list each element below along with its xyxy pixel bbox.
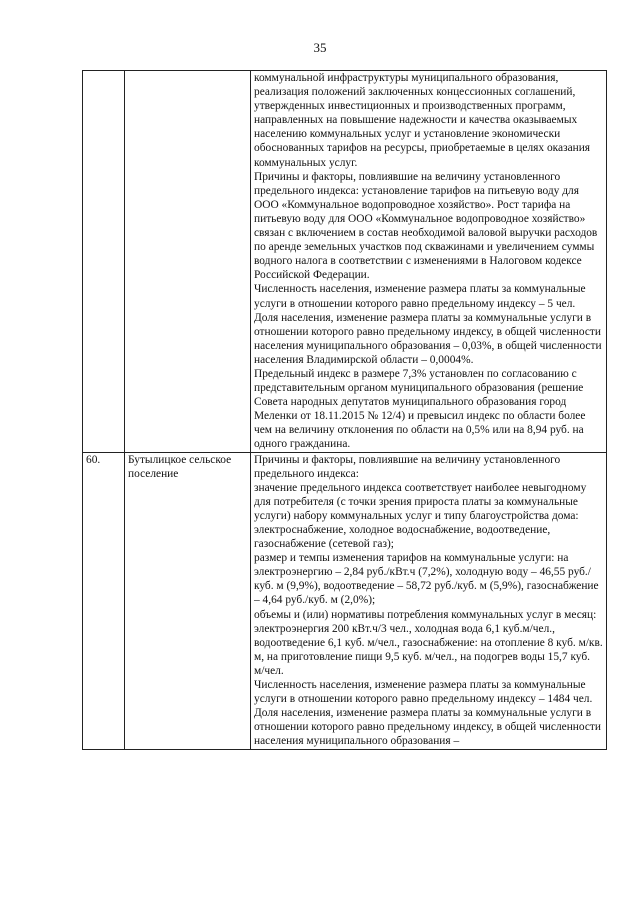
description-paragraph: Численность населения, изменение размера платы за коммунальные услуги в отношении которого равно предельному индексу – 1484 чел.	[254, 679, 593, 706]
table-row	[83, 452, 607, 749]
description-paragraph: Предельный индекс в размере 7,3% установлен по согласованию с представительным органом муниципального образования (решение Совета народных депутатов муниципального образования город Меленки от 18.11.2015 № 12/4) и превысил индекс по области более чем на величину отклонения по области на 0,5% или на 8,94 руб. на одного гражданина.	[254, 367, 586, 451]
row-number-cell: 60.	[83, 452, 125, 749]
municipality-name-cell: Бутылицкое сельское поселение	[125, 452, 251, 749]
description-paragraph: объемы и (или) нормативы потребления коммунальных услуг в месяц: электроэнергия 200 кВт.ч/3 чел., холодная вода 6,1 куб.м/чел., водоотведение 6,1 куб. м/чел., газоснабжение: на отопление 8 куб. м/кв. м, на приготовление пищи 9,5 куб. м/чел., на подогрев воды 15,7 куб. м/чел.	[254, 608, 603, 677]
row-number-cell	[83, 71, 125, 453]
municipality-name-cell	[125, 71, 251, 453]
description-paragraph: Численность населения, изменение размера платы за коммунальные услуги в отношении которого равно предельному индексу – 5 чел.	[254, 283, 586, 310]
description-cell	[251, 452, 607, 749]
municipal-index-table	[82, 70, 607, 750]
table-row	[83, 71, 607, 453]
description-paragraph: размер и темпы изменения тарифов на коммунальные услуги: на электроэнергию – 2,84 руб./кВт.ч (7,2%), холодную воду – 46,55 руб./куб. м (9,9%), водоотведение – 58,72 руб./куб. м (5,9%), газоснабжение – 4,64 руб./куб. м (2,0%);	[254, 552, 599, 607]
description-paragraph: Причины и факторы, повлиявшие на величину установленного предельного индекса:	[254, 453, 561, 480]
description-paragraph: Причины и факторы, повлиявшие на величину установленного предельного индекса: установление тарифов на питьевую воду для ООО «Коммунальное водопроводное хозяйство». Рост тарифа на питьевую воду для ООО «Коммунальное водопроводное хозяйство» связан с включением в состав необходимой валовой выручки расходов по аренде земельных участков под скважинами и увеличением суммы водного налога в соответствии с изменениями в Налоговом кодексе Российской Федерации.	[254, 170, 598, 282]
page-number: 35	[313, 40, 327, 55]
description-cell	[251, 71, 607, 453]
description-paragraph: значение предельного индекса соответствует наиболее невыгодному для потребителя (с точки зрения прироста платы за коммунальные услуги) набору коммунальных услуг и типу благоустройства дома: электроснабжение, холодное водоснабжение, водоотведение, газоснабжение (сетевой газ);	[254, 481, 587, 551]
description-paragraph: Доля населения, изменение размера платы за коммунальные услуги в отношении которого равно предельному индексу, в общей численности населения муниципального образования –	[254, 707, 601, 748]
description-paragraph: коммунальной инфраструктуры муниципального образования, реализация положений заключенных концессионных соглашений, утвержденных инвестиционных и производственных программ, направленных на повышение надежности и качества оказываемых населению коммунальных услуг и установление экономически обоснованных тарифов на ресурсы, приобретаемые в целях оказания коммунальных услуг.	[254, 72, 591, 169]
description-paragraph: Доля населения, изменение размера платы за коммунальные услуги в отношении которого равно предельному индексу, в общей численности населения муниципального образования – 0,03%, в общей численности населения Владимирской области – 0,0004%.	[254, 311, 602, 366]
